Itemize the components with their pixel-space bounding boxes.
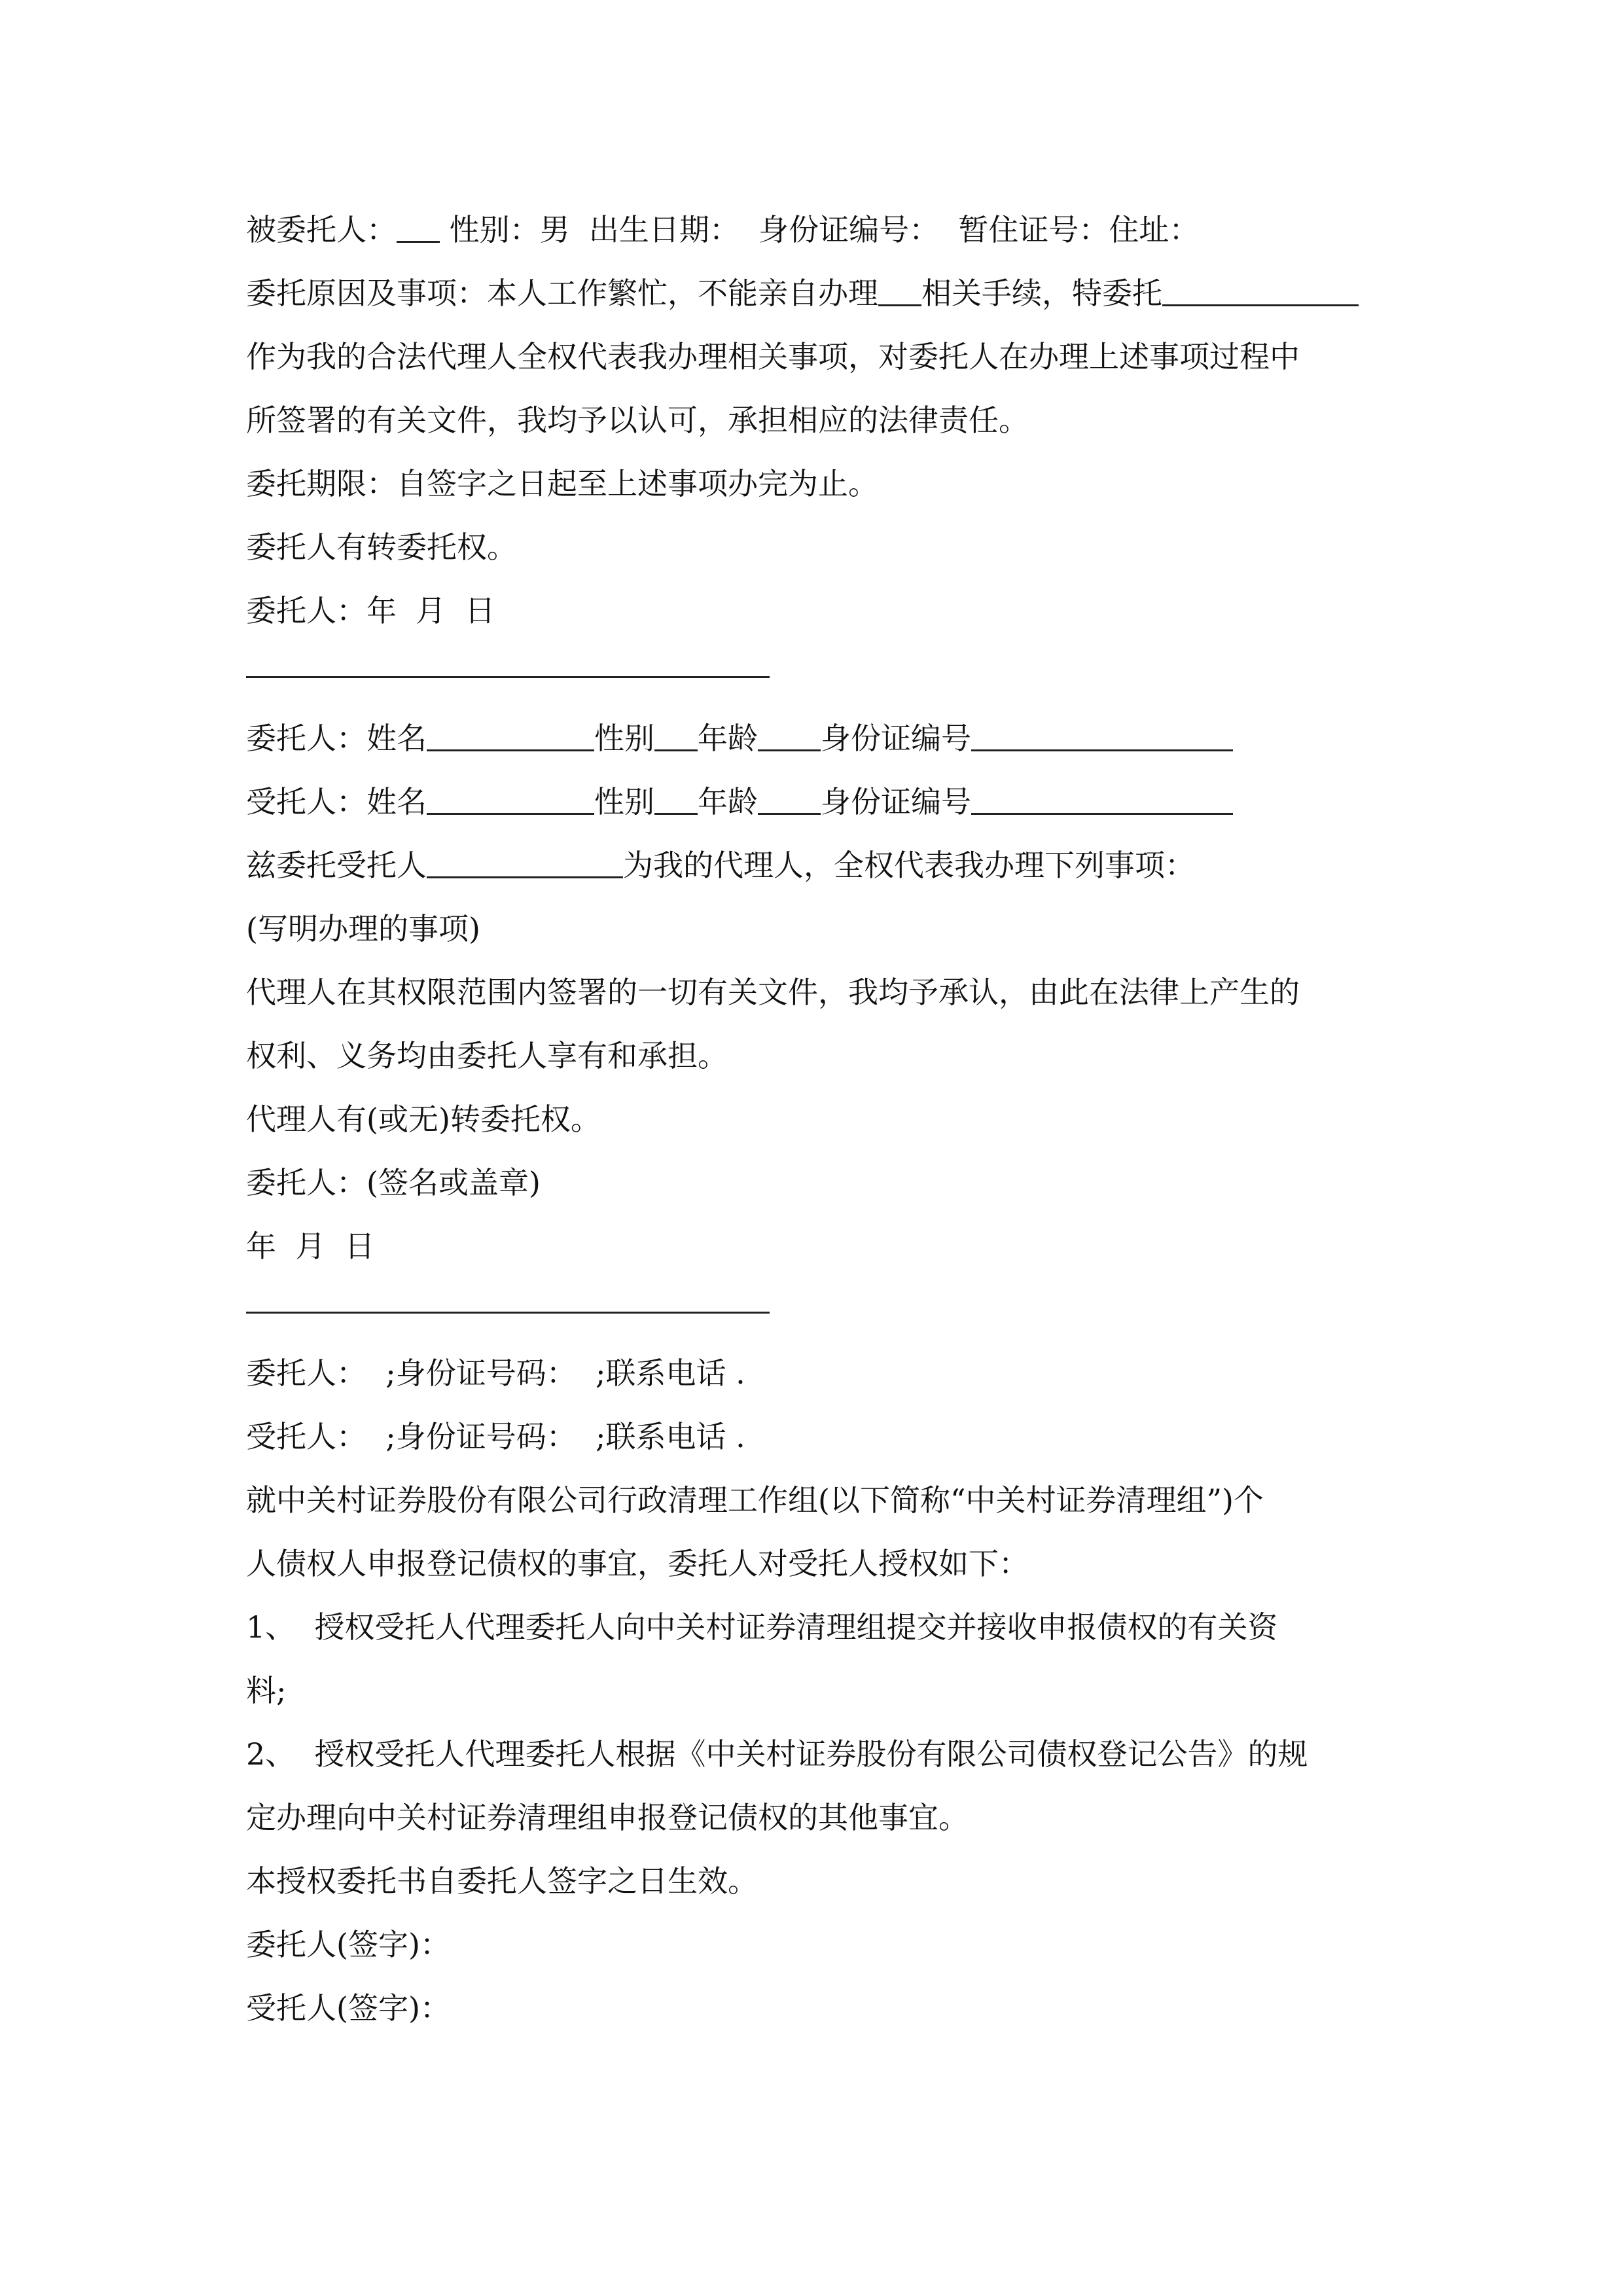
text-line: 定办理向中关村证券清理组申报登记债权的其他事宜。 [246,1800,969,1835]
text-line: 委托人：(签名或盖章) [246,1165,541,1200]
text-line: 1、 授权受托人代理委托人向中关村证券清理组提交并接收申报债权的有关资 [246,1609,1278,1645]
fill-blank [971,783,1233,815]
fill-blank [1162,274,1359,306]
section-divider [246,648,1378,700]
form-row: 委托人：姓名 性别 年龄 身份证编号 [246,712,1378,764]
text-line: 委托期限：自签字之日起至上述事项办完为止。 [246,466,878,501]
text-line: 所签署的有关文件，我均予以认可，承担相应的法律责任。 [246,403,1029,438]
signature-line: 受托人(签字)： [246,1990,450,2026]
section-divider [246,1283,1378,1336]
text-line: 委托人有转委托权。 [246,529,517,565]
fill-blank [971,719,1233,751]
text-line: 兹委托受托人 为我的代理人，全权代表我办理下列事项： [246,848,1195,883]
text-line: 受托人： ;身份证号码： ;联系电话 . [246,1419,745,1454]
text-line: 2、 授权受托人代理委托人根据《中关村证券股份有限公司债权登记公告》的规 [246,1736,1308,1772]
text-line: 就中关村证券股份有限公司行政清理工作组(以下简称“中关村证券清理组”)个 [246,1482,1264,1518]
text-line: 代理人有(或无)转委托权。 [246,1102,601,1137]
signature-line: 委托人(签字)： [246,1927,450,1962]
fill-blank [758,783,821,815]
text-line: 权利、义务均由委托人享有和承担。 [246,1038,728,1073]
text-line: 年 月 日 [246,1229,375,1264]
text-line: 委托人：年 月 日 [246,593,495,628]
fill-blank [758,719,821,751]
text-line: 委托人： ;身份证号码： ;联系电话 . [246,1355,745,1391]
text-line: 被委托人： 性别：男 出生日期： 身份证编号： 暂住证号：住址： [246,212,1200,247]
text-line: 料; [246,1673,287,1708]
text-line: 作为我的合法代理人全权代表我办理相关事项，对委托人在办理上述事项过程中 [246,339,1300,374]
fill-blank [427,846,623,878]
fill-blank [654,719,698,751]
fill-blank [878,274,921,306]
fill-blank [654,783,698,815]
form-row: 受托人：姓名 性别 年龄 身份证编号 [246,776,1378,828]
text-line: 代理人在其权限范围内签署的一切有关文件，我均予承认，由此在法律上产生的 [246,975,1300,1010]
text-line: 人债权人申报登记债权的事宜，委托人对受托人授权如下： [246,1546,1029,1581]
text-line: (写明办理的事项) [246,911,480,946]
fill-blank [427,783,594,815]
fill-blank [397,211,440,243]
text-line: 本授权委托书自委托人签字之日生效。 [246,1863,758,1899]
fill-blank [427,719,594,751]
text-line: 委托原因及事项：本人工作繁忙，不能亲自办理 相关手续，特委托 [246,267,1378,319]
